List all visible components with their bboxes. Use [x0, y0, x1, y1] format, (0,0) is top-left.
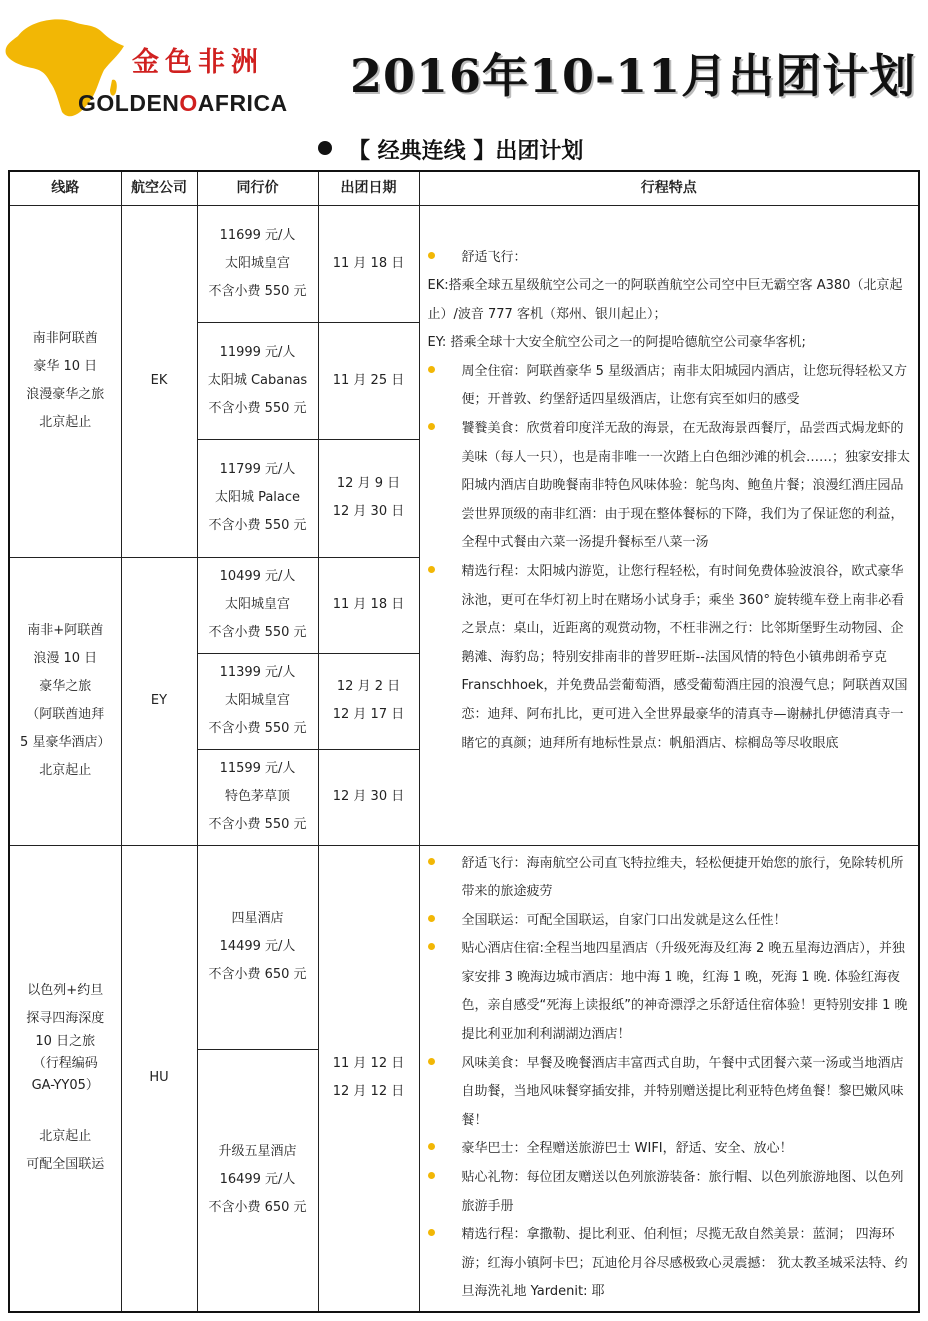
- bullet-icon: [428, 566, 435, 573]
- feature-item: 豪华巴士：全程赠送旅游巴士 WIFI，舒适、安全、放心！: [428, 1135, 913, 1164]
- bullet-icon: [428, 423, 435, 430]
- date-cell-hu: 11 月 12 日 12 月 12 日: [318, 845, 419, 1312]
- bullet-dot-icon: [318, 141, 332, 155]
- table-header-row: [9, 171, 919, 205]
- feature-item: 舒适飞行：: [428, 244, 913, 273]
- feature-item: 贴心礼物：每位团友赠送以色列旅游装备：旅行帽、以色列旅游地图、以色列旅游手册: [428, 1164, 913, 1221]
- header-price: 同行价: [197, 171, 318, 205]
- price-cell: 升级五星酒店 16499 元/人 不含小费 650 元: [197, 1049, 318, 1312]
- bullet-icon: [428, 252, 435, 259]
- feature-item: 饕餮美食：欣赏着印度洋无敌的海景，在无敌海景西餐厅，品尝西式焗龙虾的美味（每人一只），也是南非唯一一次踏上白色细沙滩的机会……；独家安排太阳城内酒店自助晚餐南非特色风味体验：鸵鸟肉、鲍鱼片餐；浪漫红酒庄园品尝世界顶级的南非红酒：由于现在整体餐标的下降，我们为了保证您的利益，全程中式餐由六菜一汤提升餐标至八菜一汤: [428, 415, 913, 558]
- airline-cell-ek: EK: [121, 205, 197, 557]
- header-features: 行程特点: [419, 171, 919, 205]
- golden-africa-logo: [0, 8, 330, 128]
- page-title: 2016年10-11月出团计划: [350, 49, 917, 103]
- route-cell-ek: 南非阿联酋 豪华 10 日 浪漫豪华之旅 北京起止: [9, 205, 121, 557]
- route-cell-hu: 以色列+约旦 探寻四海深度 10 日之旅 （行程编码 GA-YY05） 北京起止 可配全国联运: [9, 845, 121, 1312]
- date-cell: 11 月 18 日: [318, 205, 419, 322]
- brand-name-en-left: GOLDEN: [78, 90, 180, 116]
- bullet-icon: [428, 366, 435, 373]
- price-cell: 11599 元/人 特色茅草顶 不含小费 550 元: [197, 749, 318, 845]
- airline-cell-ey: EY: [121, 557, 197, 845]
- feature-item: 周全住宿：阿联酋豪华 5 星级酒店；南非太阳城园内酒店，让您玩得轻松又方便；开普敦、约堡舒适四星级酒店，让您有宾至如归的感受: [428, 358, 913, 415]
- features-cell-hu: [419, 845, 919, 1312]
- airline-cell-hu: HU: [121, 845, 197, 1312]
- brand-name-en: [78, 90, 288, 117]
- bullet-icon: [428, 1229, 435, 1236]
- date-cell: 11 月 25 日: [318, 322, 419, 439]
- price-cell: 10499 元/人 太阳城皇宫 不含小费 550 元: [197, 557, 318, 653]
- bullet-icon: [428, 1058, 435, 1065]
- subtitle-text: 【 经典连线 】出团计划: [348, 139, 584, 164]
- feature-item: 贴心酒店住宿:全程当地四星酒店（升级死海及红海 2 晚五星海边酒店），并独家安排 3 晚海边城市酒店：地中海 1 晚，红海 1 晚，死海 1 晚. 体验红海夜色，亲自感受“死海上读报纸”的神奇漂浮之乐舒适住宿体验！更特别安排 1 晚提比利亚加利利湖湖边酒店！: [428, 935, 913, 1049]
- bullet-icon: [428, 915, 435, 922]
- bullet-icon: [428, 1172, 435, 1179]
- feature-item: EY: 搭乘全球十大安全航空公司之一的阿提哈德航空公司豪华客机;: [427, 335, 806, 351]
- date-cell: 11 月 18 日: [318, 557, 419, 653]
- price-cell: 11699 元/人 太阳城皇宫 不含小费 550 元: [197, 205, 318, 322]
- header-route: 线路: [9, 171, 121, 205]
- bullet-icon: [428, 943, 435, 950]
- bullet-icon: [428, 1143, 435, 1150]
- feature-item: 舒适飞行：海南航空公司直飞特拉维夫，轻松便捷开始您的旅行，免除转机所带来的旅途疲劳: [428, 850, 913, 907]
- route-cell-ey: 南非+阿联酋 浪漫 10 日 豪华之旅 （阿联酋迪拜 5 星豪华酒店） 北京起止: [9, 557, 121, 845]
- date-cell: 12 月 30 日: [318, 749, 419, 845]
- features-cell-ek-ey: [419, 205, 919, 845]
- brand-name-en-mark: O: [179, 90, 198, 116]
- price-cell: 11399 元/人 太阳城皇宫 不含小费 550 元: [197, 653, 318, 749]
- feature-item: 风味美食：早餐及晚餐酒店丰富西式自助，午餐中式团餐六菜一汤或当地酒店自助餐，当地风味餐穿插安排，并特别赠送提比利亚特色烤鱼餐！黎巴嫩风味餐！: [428, 1050, 913, 1136]
- price-cell: 四星酒店 14499 元/人 不含小费 650 元: [197, 845, 318, 1049]
- brand-name-en-right: AFRICA: [197, 90, 288, 116]
- section-subtitle: [318, 134, 583, 165]
- brand-name-cn: 金色非洲: [132, 47, 264, 78]
- header: [0, 0, 928, 132]
- feature-item: 精选行程：拿撒勒、提比利亚、伯利恒；尽揽无敌自然美景：蓝洞； 四海环游；红海小镇阿卡巴；瓦迪伦月谷尽感极致心灵震撼： 犹太教圣城采法特、约旦海洗礼地 Yardenit: 耶: [428, 1221, 913, 1307]
- feature-item: 全国联运：可配全国联运，自家门口出发就是这么任性！: [428, 907, 913, 936]
- feature-item: EK:搭乘全球五星级航空公司之一的阿联酋航空公司空中巨无霸空客 A380（北京起止）/波音 777 客机（郑州、银川起止）；: [427, 278, 903, 322]
- price-cell: 11799 元/人 太阳城 Palace 不含小费 550 元: [197, 439, 318, 557]
- price-cell: 11999 元/人 太阳城 Cabanas 不含小费 550 元: [197, 322, 318, 439]
- date-cell: 12 月 9 日 12 月 30 日: [318, 439, 419, 557]
- bullet-icon: [428, 858, 435, 865]
- table-row: [9, 205, 919, 322]
- table-row: [9, 845, 919, 1049]
- date-cell: 12 月 2 日 12 月 17 日: [318, 653, 419, 749]
- header-airline: 航空公司: [121, 171, 197, 205]
- tour-plan-table: [8, 170, 920, 1313]
- header-date: 出团日期: [318, 171, 419, 205]
- feature-item: 精选行程：太阳城内游览，让您行程轻松，有时间免费体验波浪谷，欧式豪华泳池，更可在华灯初上时在赌场小试身手；乘坐 360° 旋转缆车登上南非必看之景点：桌山，近距离的观赏动物，不枉非洲之行：比邻斯堡野生动物园、企鹅滩、海豹岛；特别安排南非的普罗旺斯--法国风情的特色小镇弗朗希亨克 Franschhoek，并免费品尝葡萄酒，感受葡萄酒庄园的浪漫气息；阿联酋双国恋：迪拜、阿布扎比，更可进入全世界最豪华的清真寺—谢赫扎伊德清真寺一睹它的真颜；迪拜所有地标性景点：帆船酒店、棕榈岛等尽收眼底: [428, 558, 913, 758]
